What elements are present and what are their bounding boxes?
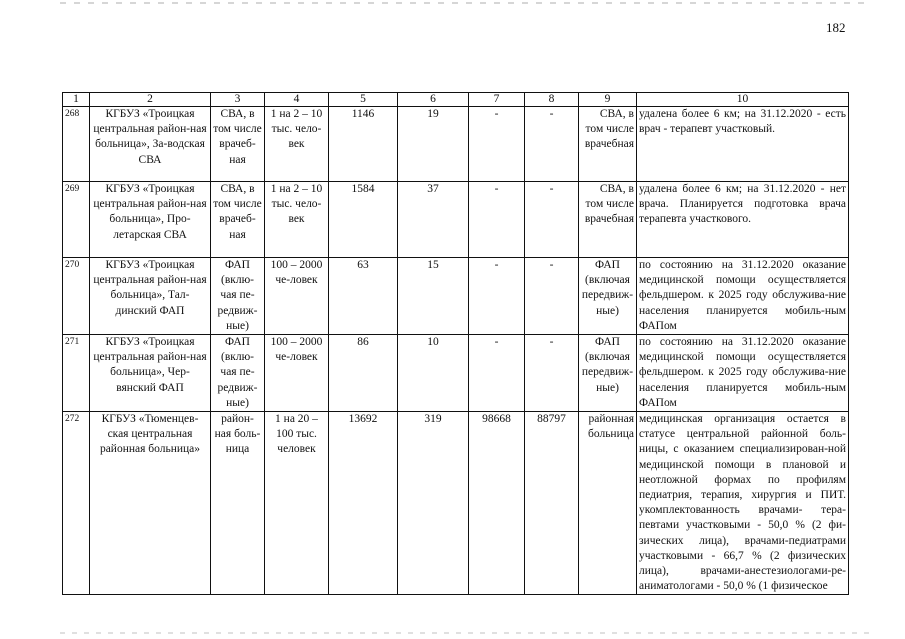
- value-cell-7: 98668: [469, 412, 525, 595]
- header-row: [63, 93, 849, 107]
- header-cell: 10: [637, 93, 849, 107]
- row-number: 269: [63, 182, 90, 258]
- header-cell: 5: [329, 93, 398, 107]
- target-type-cell: ФАП (включая передвиж-ные): [579, 335, 637, 412]
- value-cell-5: 13692: [329, 412, 398, 595]
- document-table: [62, 92, 849, 595]
- type-cell: СВА, в том числе врачеб-ная: [211, 182, 265, 258]
- value-cell-6: 19: [398, 107, 469, 182]
- target-type-cell: СВА, в том числе врачебная: [579, 182, 637, 258]
- type-cell: район-ная боль-ница: [211, 412, 265, 595]
- table-row: [63, 412, 849, 595]
- table-row: [63, 258, 849, 335]
- note-cell: удалена более 6 км; на 31.12.2020 - нет врача. Планируется подготовка врача терапевта участкового.: [637, 182, 849, 258]
- table-row: [63, 335, 849, 412]
- value-cell-7: -: [469, 258, 525, 335]
- population-cell: 1 на 20 – 100 тыс. человек: [265, 412, 329, 595]
- header-cell: 6: [398, 93, 469, 107]
- row-number: 268: [63, 107, 90, 182]
- note-cell: по состоянию на 31.12.2020 оказание медицинской помощи осуществляется фельдшером. к 2025 году обслужива-ние населения планируется мобиль-ным ФАПом: [637, 335, 849, 412]
- value-cell-8: -: [525, 335, 579, 412]
- population-cell: 1 на 2 – 10 тыс. чело-век: [265, 107, 329, 182]
- header-cell: 8: [525, 93, 579, 107]
- type-cell: ФАП (вклю-чая пе-редвиж-ные): [211, 258, 265, 335]
- header-cell: 9: [579, 93, 637, 107]
- header-cell: 4: [265, 93, 329, 107]
- row-number: 270: [63, 258, 90, 335]
- value-cell-6: 319: [398, 412, 469, 595]
- note-cell: по состоянию на 31.12.2020 оказание медицинской помощи осуществляется фельдшером. к 2025 году обслужива-ние населения планируется мобиль-ным ФАПом: [637, 258, 849, 335]
- target-type-cell: районная больница: [579, 412, 637, 595]
- header-cell: 3: [211, 93, 265, 107]
- population-cell: 100 – 2000 че-ловек: [265, 258, 329, 335]
- value-cell-5: 63: [329, 258, 398, 335]
- type-cell: СВА, в том числе врачеб-ная: [211, 107, 265, 182]
- value-cell-5: 86: [329, 335, 398, 412]
- organization-cell: КГБУЗ «Троицкая центральная район-ная больница», Чер-вянский ФАП: [90, 335, 211, 412]
- value-cell-6: 37: [398, 182, 469, 258]
- target-type-cell: ФАП (включая передвиж-ные): [579, 258, 637, 335]
- page-number: 182: [826, 20, 846, 35]
- organization-cell: КГБУЗ «Тюменцев-ская центральная районная больница»: [90, 412, 211, 595]
- scan-artifact-bottom: [60, 632, 875, 634]
- value-cell-7: -: [469, 107, 525, 182]
- row-number: 272: [63, 412, 90, 595]
- row-number: 271: [63, 335, 90, 412]
- target-type-cell: СВА, в том числе врачебная: [579, 107, 637, 182]
- organization-cell: КГБУЗ «Троицкая центральная район-ная больница», Тал-динский ФАП: [90, 258, 211, 335]
- table-row: [63, 182, 849, 258]
- scan-artifact-top: [60, 2, 865, 4]
- value-cell-5: 1584: [329, 182, 398, 258]
- value-cell-6: 15: [398, 258, 469, 335]
- value-cell-8: 88797: [525, 412, 579, 595]
- value-cell-8: -: [525, 107, 579, 182]
- type-cell: ФАП (вклю-чая пе-редвиж-ные): [211, 335, 265, 412]
- note-cell: удалена более 6 км; на 31.12.2020 - есть врач - терапевт участковый.: [637, 107, 849, 182]
- value-cell-8: -: [525, 182, 579, 258]
- value-cell-5: 1146: [329, 107, 398, 182]
- header-cell: 2: [90, 93, 211, 107]
- header-cell: 1: [63, 93, 90, 107]
- value-cell-7: -: [469, 182, 525, 258]
- value-cell-7: -: [469, 335, 525, 412]
- value-cell-6: 10: [398, 335, 469, 412]
- organization-cell: КГБУЗ «Троицкая центральная район-ная больница», За-водская СВА: [90, 107, 211, 182]
- population-cell: 100 – 2000 че-ловек: [265, 335, 329, 412]
- population-cell: 1 на 2 – 10 тыс. чело-век: [265, 182, 329, 258]
- value-cell-8: -: [525, 258, 579, 335]
- table-row: [63, 107, 849, 182]
- organization-cell: КГБУЗ «Троицкая центральная район-ная больница», Про-летарская СВА: [90, 182, 211, 258]
- note-cell: медицинская организация остается в статусе центральной районной боль-ницы, с оказанием специализирован-ной медицинской помощи в плановой и неотложной формах по профилям педиатрия, терапия, хирургия и ПИТ. укомплектованность врачами- тера-певтами участковыми - 50,0 % (2 фи-зических лица), врачами-педиатрами участковыми - 66,7 % (2 физических лица), врачами-анестезиологами-ре-аниматологами - 50,0 % (1 физическое: [637, 412, 849, 595]
- header-cell: 7: [469, 93, 525, 107]
